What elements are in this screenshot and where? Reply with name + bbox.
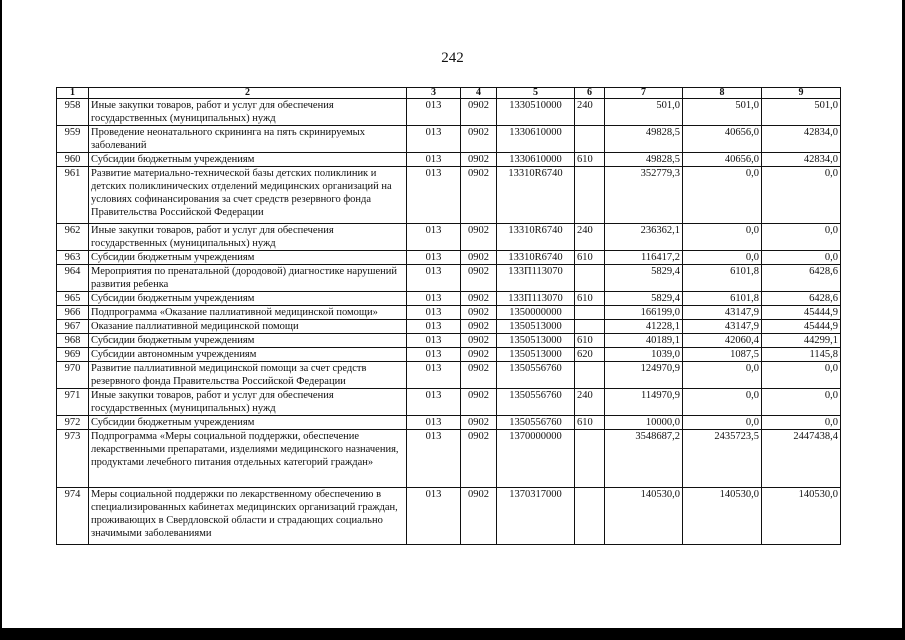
- row-name: Иные закупки товаров, работ и услуг для обеспечения государственных (муниципальных) нужд: [89, 99, 407, 126]
- row-name: Подпрограмма «Меры социальной поддержки, обеспечение лекарственными препаратами, изделиями медицинского назначения, продуктами лечебного питания отдельных категорий граждан»: [89, 430, 407, 488]
- row-number: 961: [57, 167, 89, 224]
- column-header-7: 7: [605, 88, 683, 99]
- amount-year-2: 43147,9: [683, 320, 762, 334]
- code-expense-type: [575, 430, 605, 488]
- row-number: 966: [57, 306, 89, 320]
- amount-year-3: 42834,0: [762, 126, 841, 153]
- amount-year-1: 41228,1: [605, 320, 683, 334]
- amount-year-2: 2435723,5: [683, 430, 762, 488]
- code-section: 0902: [461, 292, 497, 306]
- row-name: Иные закупки товаров, работ и услуг для обеспечения государственных (муниципальных) нужд: [89, 389, 407, 416]
- code-expense-type: [575, 265, 605, 292]
- code-section: 0902: [461, 306, 497, 320]
- row-name: Иные закупки товаров, работ и услуг для обеспечения государственных (муниципальных) нужд: [89, 224, 407, 251]
- amount-year-2: 0,0: [683, 389, 762, 416]
- code-ministry: 013: [407, 416, 461, 430]
- row-number: 964: [57, 265, 89, 292]
- code-expense-type: 240: [575, 224, 605, 251]
- code-expense-type: 240: [575, 99, 605, 126]
- amount-year-3: 1145,8: [762, 348, 841, 362]
- code-target-article: 1350513000: [497, 334, 575, 348]
- table-row: [57, 265, 841, 292]
- code-section: 0902: [461, 430, 497, 488]
- code-section: 0902: [461, 224, 497, 251]
- row-number: 968: [57, 334, 89, 348]
- amount-year-3: 501,0: [762, 99, 841, 126]
- amount-year-1: 114970,9: [605, 389, 683, 416]
- row-number: 962: [57, 224, 89, 251]
- amount-year-2: 6101,8: [683, 292, 762, 306]
- row-number: 969: [57, 348, 89, 362]
- row-name: Оказание паллиативной медицинской помощи: [89, 320, 407, 334]
- code-section: 0902: [461, 348, 497, 362]
- code-section: 0902: [461, 126, 497, 153]
- amount-year-3: 45444,9: [762, 320, 841, 334]
- amount-year-2: 6101,8: [683, 265, 762, 292]
- amount-year-2: 42060,4: [683, 334, 762, 348]
- amount-year-1: 1039,0: [605, 348, 683, 362]
- column-header-6: 6: [575, 88, 605, 99]
- code-expense-type: 610: [575, 251, 605, 265]
- table-row: [57, 126, 841, 153]
- code-expense-type: [575, 320, 605, 334]
- table-row: [57, 251, 841, 265]
- amount-year-1: 166199,0: [605, 306, 683, 320]
- code-ministry: 013: [407, 153, 461, 167]
- table-row: [57, 224, 841, 251]
- code-target-article: 1350000000: [497, 306, 575, 320]
- code-expense-type: [575, 306, 605, 320]
- table-row: [57, 306, 841, 320]
- code-target-article: 133П113070: [497, 292, 575, 306]
- code-target-article: 1350556760: [497, 389, 575, 416]
- code-ministry: 013: [407, 320, 461, 334]
- table-row: [57, 334, 841, 348]
- row-number: 965: [57, 292, 89, 306]
- code-target-article: 13310R6740: [497, 224, 575, 251]
- budget-table: [56, 87, 841, 545]
- code-ministry: 013: [407, 430, 461, 488]
- code-ministry: 013: [407, 362, 461, 389]
- code-ministry: 013: [407, 251, 461, 265]
- code-expense-type: [575, 126, 605, 153]
- code-target-article: 1370317000: [497, 488, 575, 545]
- row-name: Развитие паллиативной медицинской помощи за счет средств резервного фонда Правительства Российской Федерации: [89, 362, 407, 389]
- code-ministry: 013: [407, 126, 461, 153]
- row-name: Субсидии бюджетным учреждениям: [89, 292, 407, 306]
- row-name: Субсидии бюджетным учреждениям: [89, 153, 407, 167]
- code-target-article: 1370000000: [497, 430, 575, 488]
- amount-year-3: 45444,9: [762, 306, 841, 320]
- amount-year-3: 140530,0: [762, 488, 841, 545]
- code-expense-type: [575, 167, 605, 224]
- page-number: 242: [441, 50, 464, 66]
- amount-year-1: 40189,1: [605, 334, 683, 348]
- row-name: Субсидии бюджетным учреждениям: [89, 416, 407, 430]
- row-number: 973: [57, 430, 89, 488]
- amount-year-2: 0,0: [683, 362, 762, 389]
- row-name: Субсидии бюджетным учреждениям: [89, 334, 407, 348]
- code-target-article: 133П113070: [497, 265, 575, 292]
- code-section: 0902: [461, 167, 497, 224]
- code-ministry: 013: [407, 167, 461, 224]
- code-section: 0902: [461, 488, 497, 545]
- amount-year-1: 116417,2: [605, 251, 683, 265]
- row-number: 958: [57, 99, 89, 126]
- code-target-article: 1350556760: [497, 362, 575, 389]
- scan-edge-bottom: [0, 628, 905, 640]
- row-number: 972: [57, 416, 89, 430]
- code-ministry: 013: [407, 99, 461, 126]
- row-name: Развитие материально-технической базы детских поликлиник и детских поликлинических отделений медицинских организаций на условиях софинансирования за счет средств резервного фонда Правительства Российской Федерации: [89, 167, 407, 224]
- table-body: [57, 99, 841, 545]
- code-target-article: 1350513000: [497, 348, 575, 362]
- amount-year-3: 6428,6: [762, 265, 841, 292]
- code-ministry: 013: [407, 265, 461, 292]
- amount-year-3: 0,0: [762, 167, 841, 224]
- code-ministry: 013: [407, 224, 461, 251]
- row-name: Мероприятия по пренатальной (дородовой) диагностике нарушений развития ребенка: [89, 265, 407, 292]
- code-ministry: 013: [407, 488, 461, 545]
- code-section: 0902: [461, 251, 497, 265]
- amount-year-2: 1087,5: [683, 348, 762, 362]
- table-row: [57, 488, 841, 545]
- row-name: Подпрограмма «Оказание паллиативной медицинской помощи»: [89, 306, 407, 320]
- amount-year-3: 42834,0: [762, 153, 841, 167]
- code-section: 0902: [461, 153, 497, 167]
- code-target-article: 13310R6740: [497, 167, 575, 224]
- code-expense-type: 240: [575, 389, 605, 416]
- code-expense-type: 610: [575, 416, 605, 430]
- table-row: [57, 153, 841, 167]
- amount-year-3: 0,0: [762, 251, 841, 265]
- code-section: 0902: [461, 362, 497, 389]
- column-header-3: 3: [407, 88, 461, 99]
- row-number: 960: [57, 153, 89, 167]
- amount-year-2: 40656,0: [683, 153, 762, 167]
- amount-year-3: 6428,6: [762, 292, 841, 306]
- amount-year-1: 352779,3: [605, 167, 683, 224]
- code-target-article: 1330610000: [497, 153, 575, 167]
- code-expense-type: 610: [575, 292, 605, 306]
- column-header-1: 1: [57, 88, 89, 99]
- column-header-9: 9: [762, 88, 841, 99]
- code-expense-type: [575, 488, 605, 545]
- amount-year-2: 0,0: [683, 251, 762, 265]
- amount-year-3: 0,0: [762, 362, 841, 389]
- column-header-5: 5: [497, 88, 575, 99]
- table-row: [57, 292, 841, 306]
- amount-year-2: 0,0: [683, 167, 762, 224]
- table-row: [57, 99, 841, 126]
- amount-year-1: 124970,9: [605, 362, 683, 389]
- code-expense-type: 610: [575, 334, 605, 348]
- code-target-article: 1330510000: [497, 99, 575, 126]
- table-row: [57, 362, 841, 389]
- scan-edge-left: [0, 0, 2, 640]
- row-name: Субсидии бюджетным учреждениям: [89, 251, 407, 265]
- table-row: [57, 430, 841, 488]
- table-row: [57, 389, 841, 416]
- row-number: 967: [57, 320, 89, 334]
- code-target-article: 1330610000: [497, 126, 575, 153]
- code-section: 0902: [461, 389, 497, 416]
- amount-year-1: 140530,0: [605, 488, 683, 545]
- amount-year-2: 0,0: [683, 224, 762, 251]
- amount-year-2: 43147,9: [683, 306, 762, 320]
- table-row: [57, 320, 841, 334]
- amount-year-1: 49828,5: [605, 126, 683, 153]
- amount-year-3: 0,0: [762, 416, 841, 430]
- code-target-article: 1350556760: [497, 416, 575, 430]
- code-ministry: 013: [407, 348, 461, 362]
- code-section: 0902: [461, 320, 497, 334]
- code-target-article: 1350513000: [497, 320, 575, 334]
- column-header-4: 4: [461, 88, 497, 99]
- code-section: 0902: [461, 265, 497, 292]
- column-header-2: 2: [89, 88, 407, 99]
- column-header-8: 8: [683, 88, 762, 99]
- amount-year-2: 0,0: [683, 416, 762, 430]
- amount-year-1: 10000,0: [605, 416, 683, 430]
- code-expense-type: [575, 362, 605, 389]
- row-number: 963: [57, 251, 89, 265]
- code-section: 0902: [461, 99, 497, 126]
- table-row: [57, 167, 841, 224]
- row-name: Меры социальной поддержки по лекарственному обеспечению в специализированных кабинетах медицинских организаций граждан, проживающих в Свердловской области и страдающих социально значимыми заболеваниями: [89, 488, 407, 545]
- amount-year-1: 501,0: [605, 99, 683, 126]
- table-row: [57, 416, 841, 430]
- code-section: 0902: [461, 416, 497, 430]
- amount-year-3: 0,0: [762, 389, 841, 416]
- code-target-article: 13310R6740: [497, 251, 575, 265]
- code-ministry: 013: [407, 389, 461, 416]
- code-expense-type: 610: [575, 153, 605, 167]
- row-number: 970: [57, 362, 89, 389]
- row-name: Субсидии автономным учреждениям: [89, 348, 407, 362]
- code-expense-type: 620: [575, 348, 605, 362]
- amount-year-3: 2447438,4: [762, 430, 841, 488]
- code-ministry: 013: [407, 334, 461, 348]
- amount-year-1: 5829,4: [605, 265, 683, 292]
- amount-year-2: 501,0: [683, 99, 762, 126]
- amount-year-2: 40656,0: [683, 126, 762, 153]
- row-number: 974: [57, 488, 89, 545]
- table-row: [57, 348, 841, 362]
- code-ministry: 013: [407, 292, 461, 306]
- row-name: Проведение неонатального скрининга на пять скринируемых заболеваний: [89, 126, 407, 153]
- code-section: 0902: [461, 334, 497, 348]
- amount-year-1: 5829,4: [605, 292, 683, 306]
- amount-year-1: 49828,5: [605, 153, 683, 167]
- amount-year-1: 236362,1: [605, 224, 683, 251]
- amount-year-1: 3548687,2: [605, 430, 683, 488]
- amount-year-3: 0,0: [762, 224, 841, 251]
- code-ministry: 013: [407, 306, 461, 320]
- row-number: 959: [57, 126, 89, 153]
- amount-year-3: 44299,1: [762, 334, 841, 348]
- amount-year-2: 140530,0: [683, 488, 762, 545]
- row-number: 971: [57, 389, 89, 416]
- header-row: [57, 88, 841, 99]
